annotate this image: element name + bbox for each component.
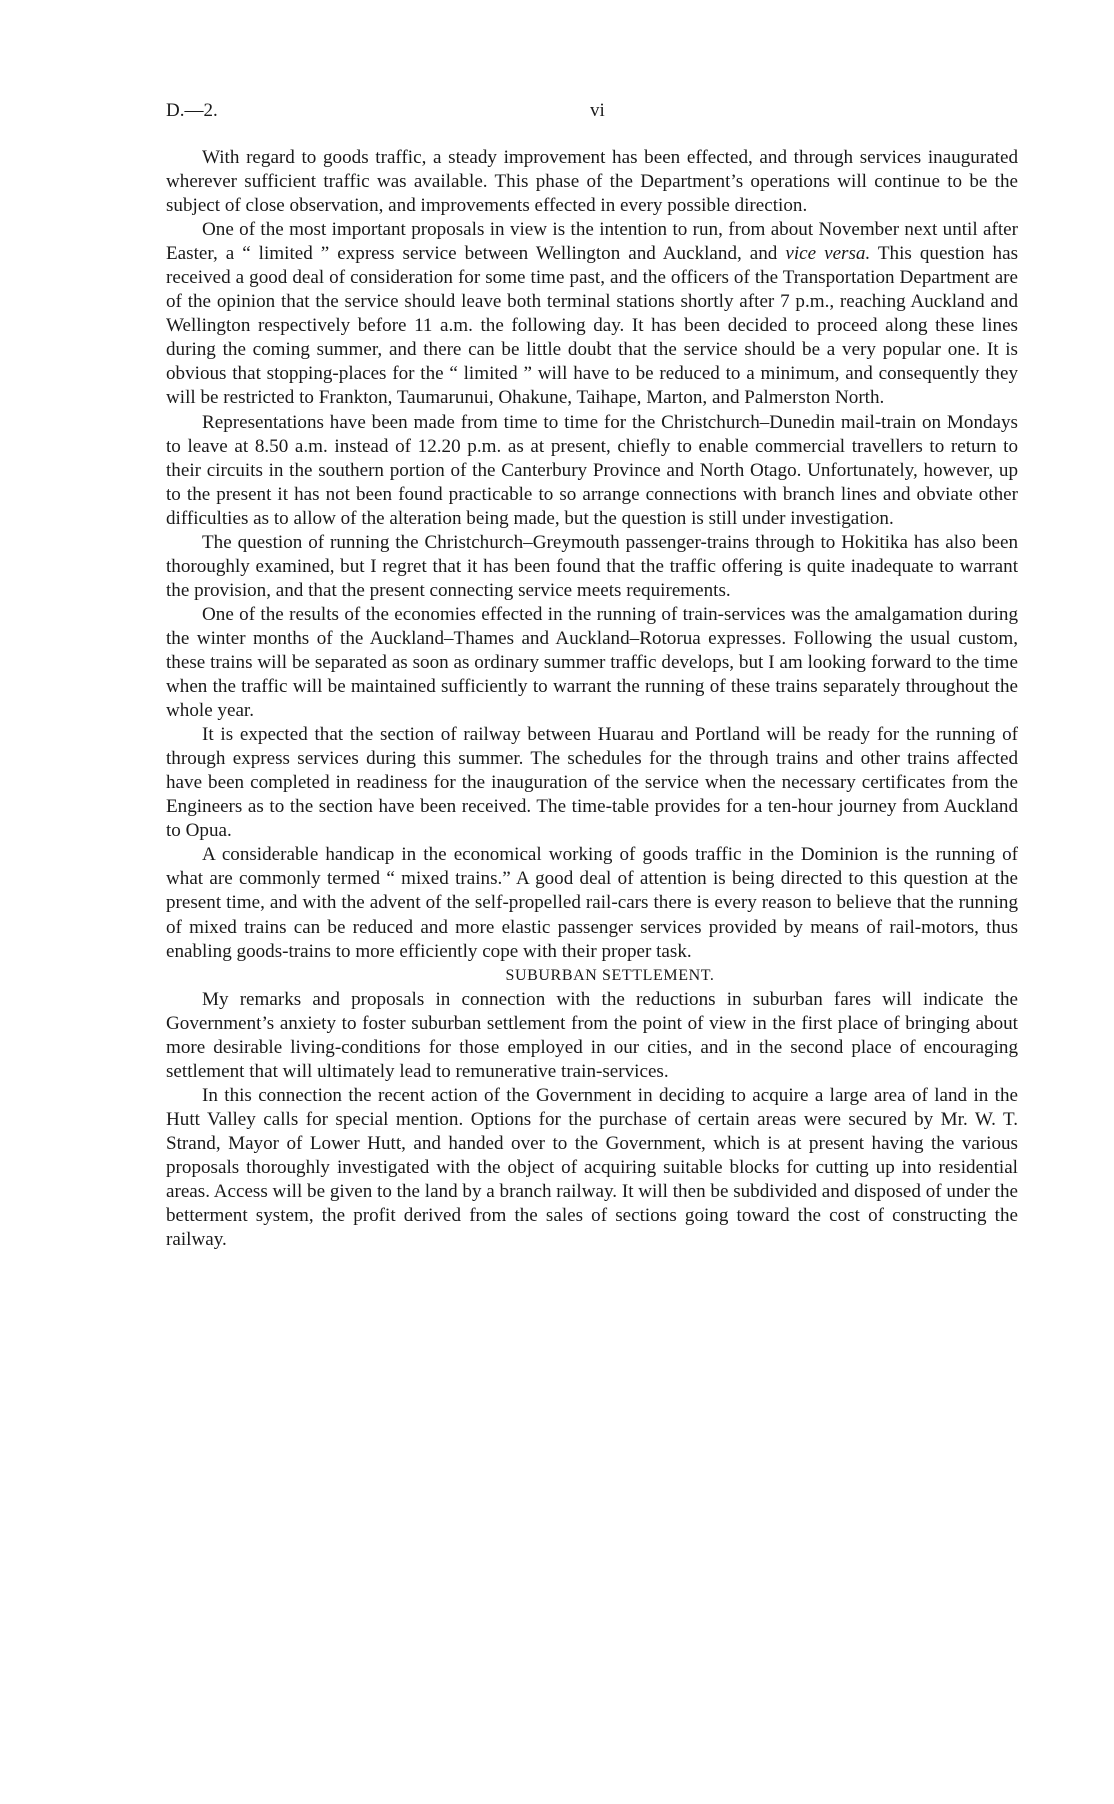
section-heading-suburban-settlement: SUBURBAN SETTLEMENT. — [505, 966, 715, 984]
paragraph-hutt-valley: In this connection the recent action of the Government in deciding to acquire a large area of land in the Hutt Valley calls for special mention. Options for the purchase of certain areas were secured by Mr. W. T. Strand, Mayor of Lower Hutt, and handed over to the Government, which is at present having the various proposals thoroughly investigated with the object of acquiring suitable blocks for cutting up into residential areas. Access will be given to the land by a branch railway. It will then be subdivided and disposed of under the betterment system, the profit derived from the sales of sections going toward the cost of constructing the railway. — [166, 1084, 1018, 1251]
paragraph-limited-express-rest: This question has received a good deal of consideration for some time past, and the officers of the Transportation Department are of the opinion that the service should leave both terminal stations shortly after 7 p.m., reaching Auckland and Wellington respectively before 11 a.m. the following day. It has been decided to proceed along these lines during the coming summer, and there can be little doubt that the service should be a very popular one. It is obvious that stopping-places for the “ limited ” will have to be reduced to a minimum, and consequently they will be restricted to Frankton, Taumarunui, Ohakune, Taihape, Marton, and Palmerston North. — [166, 243, 1019, 409]
document-reference: D.—2. — [166, 100, 218, 121]
document-body — [166, 146, 1018, 1252]
paragraph-limited-express-italic: vice versa. — [785, 243, 871, 265]
paragraph-amalgamation: One of the results of the economies effected in the running of train-services was the amalgamation during the winter months of the Auckland–Thames and Auckland–Rotorua expresses. Following the usual custom, these trains will be separated as soon as ordinary summer traffic develops, but I am looking forward to the time when the traffic will be maintained sufficiently to warrant the running of these trains separately throughout the whole year. — [166, 603, 1018, 722]
paragraph-suburban-fares: My remarks and proposals in connection with the reductions in suburban fares will indicate the Government’s anxiety to foster suburban settlement from the point of view in the first place of bringing about more desirable living-conditions for those employed in our cities, and in the second place of encouraging settlement that will ultimately lead to remunerative train-services. — [166, 988, 1018, 1082]
paragraph-greymouth-hokitika: The question of running the Christchurch–Greymouth passenger-trains through to Hokitika has also been thoroughly examined, but I regret that it has been found that the traffic offering is quite inadequate to warrant the provision, and that the present connecting service meets requirements. — [166, 531, 1018, 601]
paragraph-limited-express — [166, 218, 1018, 410]
paragraph-goods-traffic: With regard to goods traffic, a steady improvement has been effected, and through services inaugurated wherever sufficient traffic was available. This phase of the Department’s operations will continue to be the subject of close observation, and improvements effected in every possible direction. — [166, 147, 1018, 217]
paragraph-limited-express-start: One of the most important proposals in view is the intention to run, from about November next until after Easter, a “ limited ” express service between Wellington and Auckland, and — [166, 219, 1018, 265]
page-number: vi — [590, 100, 605, 121]
paragraph-huarau-portland: It is expected that the section of railway between Huarau and Portland will be ready for the running of through express services during this summer. The schedules for the through trains and other trains affected have been completed in readiness for the inauguration of the service when the necessary certificates from the Engineers as to the section have been received. The time-table provides for a ten-hour journey from Auckland to Opua. — [166, 724, 1018, 842]
paragraph-christchurch-dunedin: Representations have been made from time to time for the Christchurch–Dunedin mail-train on Mondays to leave at 8.50 a.m. instead of 12.20 p.m. as at present, chiefly to enable commercial travellers to return to their circuits in the southern portion of the Canterbury Province and North Otago. Unfortunately, however, up to the present it has not been found practicable to so arrange connections with branch lines and obviate other difficulties as to allow of the alteration being made, but the question is still under investigation. — [166, 411, 1018, 529]
page-header — [166, 100, 1018, 126]
paragraph-mixed-trains: A considerable handicap in the economical working of goods traffic in the Dominion is the running of what are commonly termed “ mixed trains.” A good deal of attention is being directed to this question at the present time, and with the advent of the self-propelled rail-cars there is every reason to believe that the running of mixed trains can be reduced and more elastic passenger services provided by means of rail-motors, thus enabling goods-trains to more efficiently cope with their proper task. — [166, 844, 1018, 962]
